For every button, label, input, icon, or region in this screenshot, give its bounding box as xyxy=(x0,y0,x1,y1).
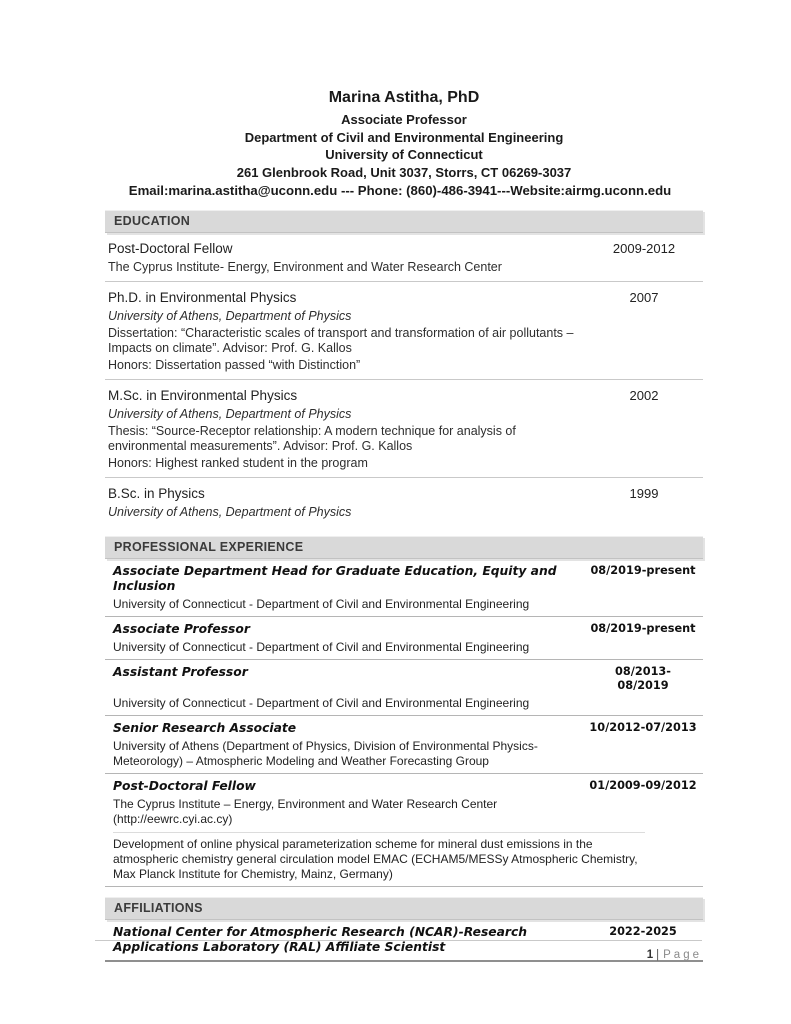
entry-header-row xyxy=(113,564,703,594)
cv-content xyxy=(105,88,703,962)
entry-title: Associate Professor xyxy=(113,622,250,636)
entry-organization: University of Athens, Department of Physics xyxy=(108,309,352,323)
entry-organization: University of Connecticut - Department of Civil and Environmental Engineering xyxy=(113,640,530,654)
entry-header-row xyxy=(113,665,703,693)
entry-date-line-1: 08/2013- xyxy=(615,665,671,678)
experience-entry xyxy=(105,774,703,887)
entry-date: 08/2019-present xyxy=(590,564,696,577)
experience-entry xyxy=(105,559,703,617)
education-entry xyxy=(105,233,703,282)
entry-date xyxy=(583,665,703,693)
entry-date: 10/2012-07/2013 xyxy=(589,721,697,734)
experience-entry xyxy=(105,660,703,716)
entry-title: B.Sc. in Physics xyxy=(108,486,205,501)
section-bar-professional-experience: PROFESSIONAL EXPERIENCE xyxy=(105,536,703,559)
entry-title: Associate Department Head for Graduate Education, Equity and Inclusion xyxy=(113,564,557,593)
entry-detail: Dissertation: “Characteristic scales of transport and transformation of air pollutants – Impacts on climate”. Advisor: Prof. G. Kallos xyxy=(108,326,574,355)
entry-title: M.Sc. in Environmental Physics xyxy=(108,388,298,403)
entry-date: 08/2019-present xyxy=(590,622,696,635)
section-bar-education: EDUCATION xyxy=(105,210,703,233)
entry-title: Senior Research Associate xyxy=(113,721,297,735)
person-contact: Email:marina.astitha@uconn.edu --- Phone: (860)-486-3941---Website:airmg.uconn.edu xyxy=(128,183,672,198)
page-number: 1 xyxy=(646,949,654,961)
entry-title: Post-Doctoral Fellow xyxy=(113,779,256,793)
person-department: Department of Civil and Environmental Engineering xyxy=(244,129,564,145)
entry-organization: University of Athens, Department of Physics xyxy=(108,407,352,421)
entry-header-row xyxy=(113,622,703,637)
entry-organization: The Cyprus Institute – Energy, Environment and Water Research Center (http://eewrc.cyi.ac.cy) xyxy=(113,797,498,826)
entry-title: National Center for Atmospheric Research (NCAR)-Research Applications Laboratory (RAL) Affiliate Scientist xyxy=(113,925,528,954)
entry-detail: Thesis: “Source-Receptor relationship: A modern technique for analysis of environmental measurements”. Advisor: Prof. G. Kallos xyxy=(108,424,516,453)
entry-date: 2007 xyxy=(629,290,659,305)
person-title: Associate Professor xyxy=(341,112,467,127)
page-footer xyxy=(95,940,702,962)
entry-header-row xyxy=(113,721,703,736)
education-entry xyxy=(105,478,703,526)
section-bar-affiliations: AFFILIATIONS xyxy=(105,897,703,920)
entry-title: Ph.D. in Environmental Physics xyxy=(108,290,297,305)
entry-header-row xyxy=(108,240,703,257)
entry-header-row xyxy=(113,779,703,794)
page-word: Page xyxy=(663,949,702,961)
entry-header-row xyxy=(108,485,703,502)
education-entry xyxy=(105,282,703,380)
education-entry xyxy=(105,380,703,478)
entry-header-row xyxy=(108,387,703,404)
experience-entry xyxy=(105,617,703,660)
entry-title: Post-Doctoral Fellow xyxy=(108,241,233,256)
entry-title: Assistant Professor xyxy=(113,665,248,679)
entry-detail: Honors: Dissertation passed “with Distinction” xyxy=(108,358,361,372)
cv-header xyxy=(105,88,703,200)
entry-organization: University of Connecticut - Department of Civil and Environmental Engineering xyxy=(113,696,530,710)
experience-entry xyxy=(105,716,703,774)
entry-date: 2002 xyxy=(629,388,659,403)
entry-organization: The Cyprus Institute- Energy, Environment and Water Research Center xyxy=(108,260,502,274)
person-address: 261 Glenbrook Road, Unit 3037, Storrs, CT 06269-3037 xyxy=(236,164,572,180)
entry-date-line-2: 08/2019 xyxy=(617,679,669,692)
entry-organization: University of Connecticut - Department of Civil and Environmental Engineering xyxy=(113,597,530,611)
entry-detail: Honors: Highest ranked student in the program xyxy=(108,456,368,470)
person-name: Marina Astitha, PhD xyxy=(328,89,480,106)
entry-date: 1999 xyxy=(629,486,659,501)
entry-date: 2022-2025 xyxy=(609,925,677,938)
entry-description: Development of online physical parameterization scheme for mineral dust emissions in the atmospheric chemistry general circulation model EMAC (ECHAM5/MESSy Atmospheric Chemistry, Max Planck Institute for Chemistry, Mainz, Germany) xyxy=(113,832,645,882)
person-university: University of Connecticut xyxy=(325,147,483,162)
entry-organization: University of Athens (Department of Physics, Division of Environmental Physics-Meteorology) – Atmospheric Modeling and Weather Forecasting Group xyxy=(113,739,538,768)
entry-date: 01/2009-09/2012 xyxy=(589,779,697,792)
entry-date: 2009-2012 xyxy=(612,241,676,256)
entry-header-row xyxy=(108,289,703,306)
page-number-separator: | xyxy=(656,949,660,961)
entry-organization: University of Athens, Department of Physics xyxy=(108,505,352,519)
